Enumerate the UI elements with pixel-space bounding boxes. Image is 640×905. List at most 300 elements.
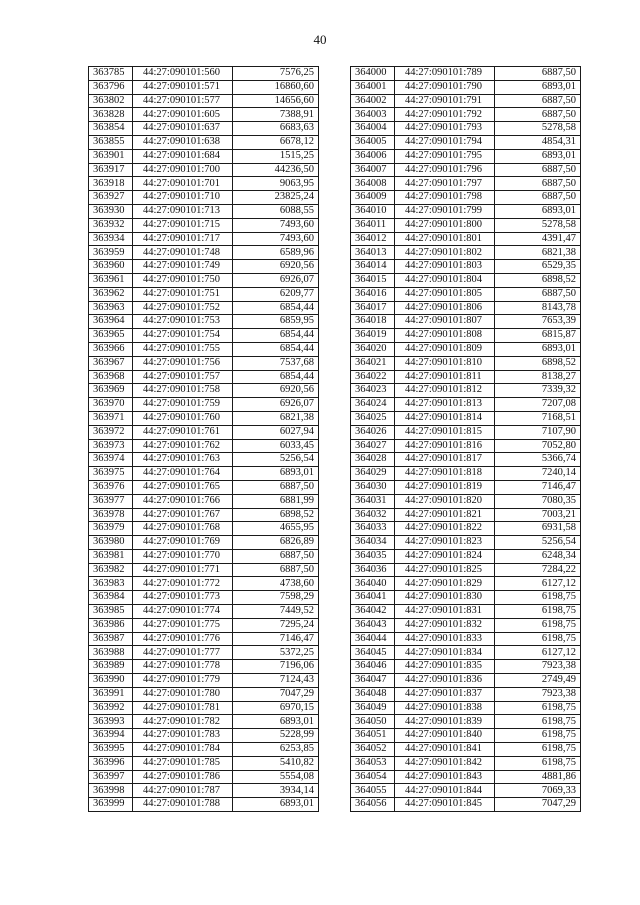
record-number-cell: 363977 [89, 494, 133, 508]
record-number-cell: 363962 [89, 287, 133, 301]
record-number-cell: 364032 [351, 508, 395, 522]
cadastral-number-cell: 44:27:090101:835 [395, 660, 495, 674]
cadastral-number-cell: 44:27:090101:797 [395, 177, 495, 191]
record-number-cell: 363981 [89, 549, 133, 563]
table-row [89, 398, 319, 412]
left-parcel-table [88, 66, 319, 812]
value-cell: 6198,75 [495, 715, 581, 729]
cadastral-number-cell: 44:27:090101:834 [395, 646, 495, 660]
table-row [89, 315, 319, 329]
record-number-cell: 363978 [89, 508, 133, 522]
cadastral-number-cell: 44:27:090101:832 [395, 618, 495, 632]
cadastral-number-cell: 44:27:090101:784 [133, 743, 233, 757]
value-cell: 6887,50 [495, 177, 581, 191]
record-number-cell: 363987 [89, 632, 133, 646]
cadastral-number-cell: 44:27:090101:831 [395, 605, 495, 619]
table-row [89, 756, 319, 770]
record-number-cell: 363969 [89, 384, 133, 398]
record-number-cell: 364000 [351, 67, 395, 81]
record-number-cell: 363855 [89, 135, 133, 149]
record-number-cell: 364049 [351, 701, 395, 715]
table-row [351, 108, 581, 122]
cadastral-number-cell: 44:27:090101:837 [395, 687, 495, 701]
record-number-cell: 363972 [89, 425, 133, 439]
record-number-cell: 363992 [89, 701, 133, 715]
record-number-cell: 364054 [351, 770, 395, 784]
table-row [351, 80, 581, 94]
table-row [351, 384, 581, 398]
table-row [89, 273, 319, 287]
cadastral-number-cell: 44:27:090101:713 [133, 204, 233, 218]
value-cell: 4391,47 [495, 232, 581, 246]
cadastral-number-cell: 44:27:090101:768 [133, 522, 233, 536]
record-number-cell: 363983 [89, 577, 133, 591]
table-row [351, 467, 581, 481]
table-row [351, 687, 581, 701]
cadastral-number-cell: 44:27:090101:777 [133, 646, 233, 660]
record-number-cell: 364018 [351, 315, 395, 329]
cadastral-number-cell: 44:27:090101:765 [133, 480, 233, 494]
value-cell: 7047,29 [233, 687, 319, 701]
cadastral-number-cell: 44:27:090101:700 [133, 163, 233, 177]
cadastral-number-cell: 44:27:090101:717 [133, 232, 233, 246]
table-row [351, 729, 581, 743]
cadastral-number-cell: 44:27:090101:760 [133, 411, 233, 425]
cadastral-number-cell: 44:27:090101:756 [133, 356, 233, 370]
cadastral-number-cell: 44:27:090101:560 [133, 67, 233, 81]
value-cell: 6887,50 [495, 191, 581, 205]
table-row [351, 411, 581, 425]
value-cell: 7339,32 [495, 384, 581, 398]
record-number-cell: 363932 [89, 218, 133, 232]
record-number-cell: 364008 [351, 177, 395, 191]
table-row [351, 591, 581, 605]
table-row [351, 425, 581, 439]
record-number-cell: 364050 [351, 715, 395, 729]
value-cell: 6198,75 [495, 605, 581, 619]
cadastral-number-cell: 44:27:090101:809 [395, 342, 495, 356]
value-cell: 6198,75 [495, 632, 581, 646]
table-row [351, 232, 581, 246]
cadastral-number-cell: 44:27:090101:701 [133, 177, 233, 191]
value-cell: 6887,50 [233, 563, 319, 577]
cadastral-number-cell: 44:27:090101:821 [395, 508, 495, 522]
record-number-cell: 363965 [89, 329, 133, 343]
value-cell: 7146,47 [495, 480, 581, 494]
cadastral-number-cell: 44:27:090101:605 [133, 108, 233, 122]
table-row [89, 577, 319, 591]
table-row [351, 315, 581, 329]
cadastral-number-cell: 44:27:090101:836 [395, 674, 495, 688]
table-row [89, 674, 319, 688]
record-number-cell: 363901 [89, 149, 133, 163]
record-number-cell: 364053 [351, 756, 395, 770]
value-cell: 8143,78 [495, 301, 581, 315]
table-row [351, 536, 581, 550]
value-cell: 7069,33 [495, 784, 581, 798]
cadastral-number-cell: 44:27:090101:808 [395, 329, 495, 343]
value-cell: 6926,07 [233, 398, 319, 412]
cadastral-number-cell: 44:27:090101:811 [395, 370, 495, 384]
record-number-cell: 364015 [351, 273, 395, 287]
table-row [351, 715, 581, 729]
cadastral-number-cell: 44:27:090101:813 [395, 398, 495, 412]
record-number-cell: 363996 [89, 756, 133, 770]
table-row [89, 508, 319, 522]
value-cell: 7388,91 [233, 108, 319, 122]
record-number-cell: 364013 [351, 246, 395, 260]
table-row [89, 370, 319, 384]
value-cell: 5278,58 [495, 122, 581, 136]
table-row [89, 591, 319, 605]
record-number-cell: 364006 [351, 149, 395, 163]
table-row [351, 329, 581, 343]
table-row [351, 149, 581, 163]
cadastral-number-cell: 44:27:090101:807 [395, 315, 495, 329]
record-number-cell: 364001 [351, 80, 395, 94]
value-cell: 6088,55 [233, 204, 319, 218]
table-row [351, 756, 581, 770]
record-number-cell: 364019 [351, 329, 395, 343]
value-cell: 7047,29 [495, 798, 581, 812]
record-number-cell: 364025 [351, 411, 395, 425]
cadastral-number-cell: 44:27:090101:815 [395, 425, 495, 439]
table-row [351, 191, 581, 205]
cadastral-number-cell: 44:27:090101:799 [395, 204, 495, 218]
record-number-cell: 364044 [351, 632, 395, 646]
table-row [89, 536, 319, 550]
cadastral-number-cell: 44:27:090101:637 [133, 122, 233, 136]
cadastral-number-cell: 44:27:090101:839 [395, 715, 495, 729]
cadastral-number-cell: 44:27:090101:757 [133, 370, 233, 384]
cadastral-number-cell: 44:27:090101:795 [395, 149, 495, 163]
value-cell: 5366,74 [495, 453, 581, 467]
table-row [89, 384, 319, 398]
value-cell: 6859,95 [233, 315, 319, 329]
table-row [351, 522, 581, 536]
cadastral-number-cell: 44:27:090101:776 [133, 632, 233, 646]
value-cell: 6253,85 [233, 743, 319, 757]
record-number-cell: 363991 [89, 687, 133, 701]
value-cell: 5372,25 [233, 646, 319, 660]
table-row [89, 425, 319, 439]
table-row [89, 618, 319, 632]
cadastral-number-cell: 44:27:090101:791 [395, 94, 495, 108]
table-row [351, 674, 581, 688]
cadastral-number-cell: 44:27:090101:800 [395, 218, 495, 232]
value-cell: 7168,51 [495, 411, 581, 425]
record-number-cell: 363970 [89, 398, 133, 412]
value-cell: 7080,35 [495, 494, 581, 508]
value-cell: 7284,22 [495, 563, 581, 577]
value-cell: 6931,58 [495, 522, 581, 536]
cadastral-number-cell: 44:27:090101:759 [133, 398, 233, 412]
cadastral-number-cell: 44:27:090101:775 [133, 618, 233, 632]
table-row [89, 411, 319, 425]
value-cell: 6887,50 [495, 287, 581, 301]
cadastral-number-cell: 44:27:090101:761 [133, 425, 233, 439]
cadastral-number-cell: 44:27:090101:749 [133, 260, 233, 274]
table-row [351, 439, 581, 453]
right-parcel-table-body [351, 67, 581, 812]
record-number-cell: 364052 [351, 743, 395, 757]
value-cell: 4854,31 [495, 135, 581, 149]
cadastral-number-cell: 44:27:090101:841 [395, 743, 495, 757]
value-cell: 6854,44 [233, 301, 319, 315]
cadastral-number-cell: 44:27:090101:817 [395, 453, 495, 467]
value-cell: 16860,60 [233, 80, 319, 94]
value-cell: 6589,96 [233, 246, 319, 260]
cadastral-number-cell: 44:27:090101:806 [395, 301, 495, 315]
value-cell: 6854,44 [233, 342, 319, 356]
value-cell: 23825,24 [233, 191, 319, 205]
record-number-cell: 363994 [89, 729, 133, 743]
table-row [351, 204, 581, 218]
record-number-cell: 363990 [89, 674, 133, 688]
cadastral-number-cell: 44:27:090101:789 [395, 67, 495, 81]
table-row [89, 204, 319, 218]
record-number-cell: 363993 [89, 715, 133, 729]
value-cell: 6887,50 [233, 549, 319, 563]
value-cell: 7923,38 [495, 660, 581, 674]
table-row [89, 149, 319, 163]
cadastral-number-cell: 44:27:090101:786 [133, 770, 233, 784]
table-row [351, 287, 581, 301]
value-cell: 7493,60 [233, 218, 319, 232]
cadastral-number-cell: 44:27:090101:773 [133, 591, 233, 605]
table-row [351, 660, 581, 674]
value-cell: 7207,08 [495, 398, 581, 412]
cadastral-number-cell: 44:27:090101:801 [395, 232, 495, 246]
value-cell: 7537,68 [233, 356, 319, 370]
table-row [89, 67, 319, 81]
value-cell: 7240,14 [495, 467, 581, 481]
value-cell: 5228,99 [233, 729, 319, 743]
cadastral-number-cell: 44:27:090101:818 [395, 467, 495, 481]
value-cell: 6198,75 [495, 729, 581, 743]
record-number-cell: 363988 [89, 646, 133, 660]
value-cell: 6893,01 [233, 467, 319, 481]
cadastral-number-cell: 44:27:090101:833 [395, 632, 495, 646]
cadastral-number-cell: 44:27:090101:763 [133, 453, 233, 467]
record-number-cell: 364046 [351, 660, 395, 674]
cadastral-number-cell: 44:27:090101:577 [133, 94, 233, 108]
value-cell: 6127,12 [495, 646, 581, 660]
record-number-cell: 364002 [351, 94, 395, 108]
cadastral-number-cell: 44:27:090101:751 [133, 287, 233, 301]
table-row [89, 329, 319, 343]
cadastral-number-cell: 44:27:090101:571 [133, 80, 233, 94]
record-number-cell: 363917 [89, 163, 133, 177]
record-number-cell: 363963 [89, 301, 133, 315]
value-cell: 9063,95 [233, 177, 319, 191]
value-cell: 3934,14 [233, 784, 319, 798]
cadastral-number-cell: 44:27:090101:638 [133, 135, 233, 149]
value-cell: 6821,38 [495, 246, 581, 260]
record-number-cell: 364042 [351, 605, 395, 619]
cadastral-number-cell: 44:27:090101:840 [395, 729, 495, 743]
table-row [89, 453, 319, 467]
record-number-cell: 363971 [89, 411, 133, 425]
table-row [351, 646, 581, 660]
cadastral-number-cell: 44:27:090101:774 [133, 605, 233, 619]
record-number-cell: 364035 [351, 549, 395, 563]
table-row [351, 135, 581, 149]
table-row [89, 439, 319, 453]
cadastral-number-cell: 44:27:090101:769 [133, 536, 233, 550]
cadastral-number-cell: 44:27:090101:788 [133, 798, 233, 812]
record-number-cell: 363968 [89, 370, 133, 384]
table-row [351, 701, 581, 715]
record-number-cell: 363975 [89, 467, 133, 481]
value-cell: 6893,01 [495, 80, 581, 94]
record-number-cell: 363982 [89, 563, 133, 577]
record-number-cell: 363828 [89, 108, 133, 122]
table-row [89, 94, 319, 108]
table-row [351, 122, 581, 136]
table-row [89, 260, 319, 274]
value-cell: 2749,49 [495, 674, 581, 688]
cadastral-number-cell: 44:27:090101:824 [395, 549, 495, 563]
table-row [89, 191, 319, 205]
cadastral-number-cell: 44:27:090101:762 [133, 439, 233, 453]
cadastral-number-cell: 44:27:090101:750 [133, 273, 233, 287]
value-cell: 6893,01 [233, 798, 319, 812]
table-row [351, 549, 581, 563]
cadastral-number-cell: 44:27:090101:753 [133, 315, 233, 329]
value-cell: 6898,52 [495, 273, 581, 287]
record-number-cell: 363999 [89, 798, 133, 812]
record-number-cell: 363973 [89, 439, 133, 453]
value-cell: 1515,25 [233, 149, 319, 163]
cadastral-number-cell: 44:27:090101:782 [133, 715, 233, 729]
table-row [89, 798, 319, 812]
cadastral-number-cell: 44:27:090101:764 [133, 467, 233, 481]
value-cell: 6920,56 [233, 260, 319, 274]
table-row [351, 356, 581, 370]
value-cell: 6887,50 [495, 163, 581, 177]
cadastral-number-cell: 44:27:090101:793 [395, 122, 495, 136]
cadastral-number-cell: 44:27:090101:798 [395, 191, 495, 205]
table-row [89, 356, 319, 370]
value-cell: 7449,52 [233, 605, 319, 619]
cadastral-number-cell: 44:27:090101:803 [395, 260, 495, 274]
table-row [89, 480, 319, 494]
table-row [89, 660, 319, 674]
table-row [89, 218, 319, 232]
table-row [89, 80, 319, 94]
record-number-cell: 364007 [351, 163, 395, 177]
record-number-cell: 364043 [351, 618, 395, 632]
record-number-cell: 363959 [89, 246, 133, 260]
value-cell: 6898,52 [495, 356, 581, 370]
value-cell: 5256,54 [495, 536, 581, 550]
table-row [89, 743, 319, 757]
value-cell: 7146,47 [233, 632, 319, 646]
table-row [351, 453, 581, 467]
cadastral-number-cell: 44:27:090101:820 [395, 494, 495, 508]
table-row [351, 563, 581, 577]
cadastral-number-cell: 44:27:090101:805 [395, 287, 495, 301]
value-cell: 6887,50 [495, 94, 581, 108]
value-cell: 7295,24 [233, 618, 319, 632]
record-number-cell: 364030 [351, 480, 395, 494]
record-number-cell: 363918 [89, 177, 133, 191]
value-cell: 4881,86 [495, 770, 581, 784]
table-row [351, 260, 581, 274]
table-row [351, 798, 581, 812]
table-row [89, 522, 319, 536]
record-number-cell: 364026 [351, 425, 395, 439]
record-number-cell: 363961 [89, 273, 133, 287]
record-number-cell: 363967 [89, 356, 133, 370]
record-number-cell: 364036 [351, 563, 395, 577]
record-number-cell: 364034 [351, 536, 395, 550]
value-cell: 6893,01 [495, 342, 581, 356]
cadastral-number-cell: 44:27:090101:814 [395, 411, 495, 425]
value-cell: 7003,21 [495, 508, 581, 522]
value-cell: 7107,90 [495, 425, 581, 439]
table-row [89, 494, 319, 508]
record-number-cell: 363974 [89, 453, 133, 467]
cadastral-number-cell: 44:27:090101:792 [395, 108, 495, 122]
table-row [89, 605, 319, 619]
value-cell: 7653,39 [495, 315, 581, 329]
value-cell: 7923,38 [495, 687, 581, 701]
table-row [351, 480, 581, 494]
value-cell: 8138,27 [495, 370, 581, 384]
cadastral-number-cell: 44:27:090101:754 [133, 329, 233, 343]
record-number-cell: 363802 [89, 94, 133, 108]
record-number-cell: 363785 [89, 67, 133, 81]
table-row [351, 577, 581, 591]
value-cell: 6893,01 [495, 204, 581, 218]
value-cell: 6198,75 [495, 743, 581, 757]
record-number-cell: 363985 [89, 605, 133, 619]
cadastral-number-cell: 44:27:090101:755 [133, 342, 233, 356]
cadastral-number-cell: 44:27:090101:804 [395, 273, 495, 287]
record-number-cell: 364031 [351, 494, 395, 508]
table-row [89, 784, 319, 798]
record-number-cell: 364022 [351, 370, 395, 384]
record-number-cell: 364020 [351, 342, 395, 356]
record-number-cell: 363854 [89, 122, 133, 136]
cadastral-number-cell: 44:27:090101:816 [395, 439, 495, 453]
cadastral-number-cell: 44:27:090101:843 [395, 770, 495, 784]
table-row [89, 163, 319, 177]
record-number-cell: 364016 [351, 287, 395, 301]
value-cell: 6887,50 [495, 108, 581, 122]
cadastral-number-cell: 44:27:090101:785 [133, 756, 233, 770]
record-number-cell: 363796 [89, 80, 133, 94]
cadastral-number-cell: 44:27:090101:780 [133, 687, 233, 701]
record-number-cell: 363966 [89, 342, 133, 356]
table-row [89, 646, 319, 660]
value-cell: 6920,56 [233, 384, 319, 398]
table-row [351, 508, 581, 522]
record-number-cell: 364009 [351, 191, 395, 205]
table-row [89, 301, 319, 315]
table-row [351, 342, 581, 356]
value-cell: 6887,50 [233, 480, 319, 494]
table-row [351, 273, 581, 287]
cadastral-number-cell: 44:27:090101:787 [133, 784, 233, 798]
record-number-cell: 363995 [89, 743, 133, 757]
cadastral-number-cell: 44:27:090101:823 [395, 536, 495, 550]
cadastral-number-cell: 44:27:090101:767 [133, 508, 233, 522]
record-number-cell: 363980 [89, 536, 133, 550]
record-number-cell: 364011 [351, 218, 395, 232]
